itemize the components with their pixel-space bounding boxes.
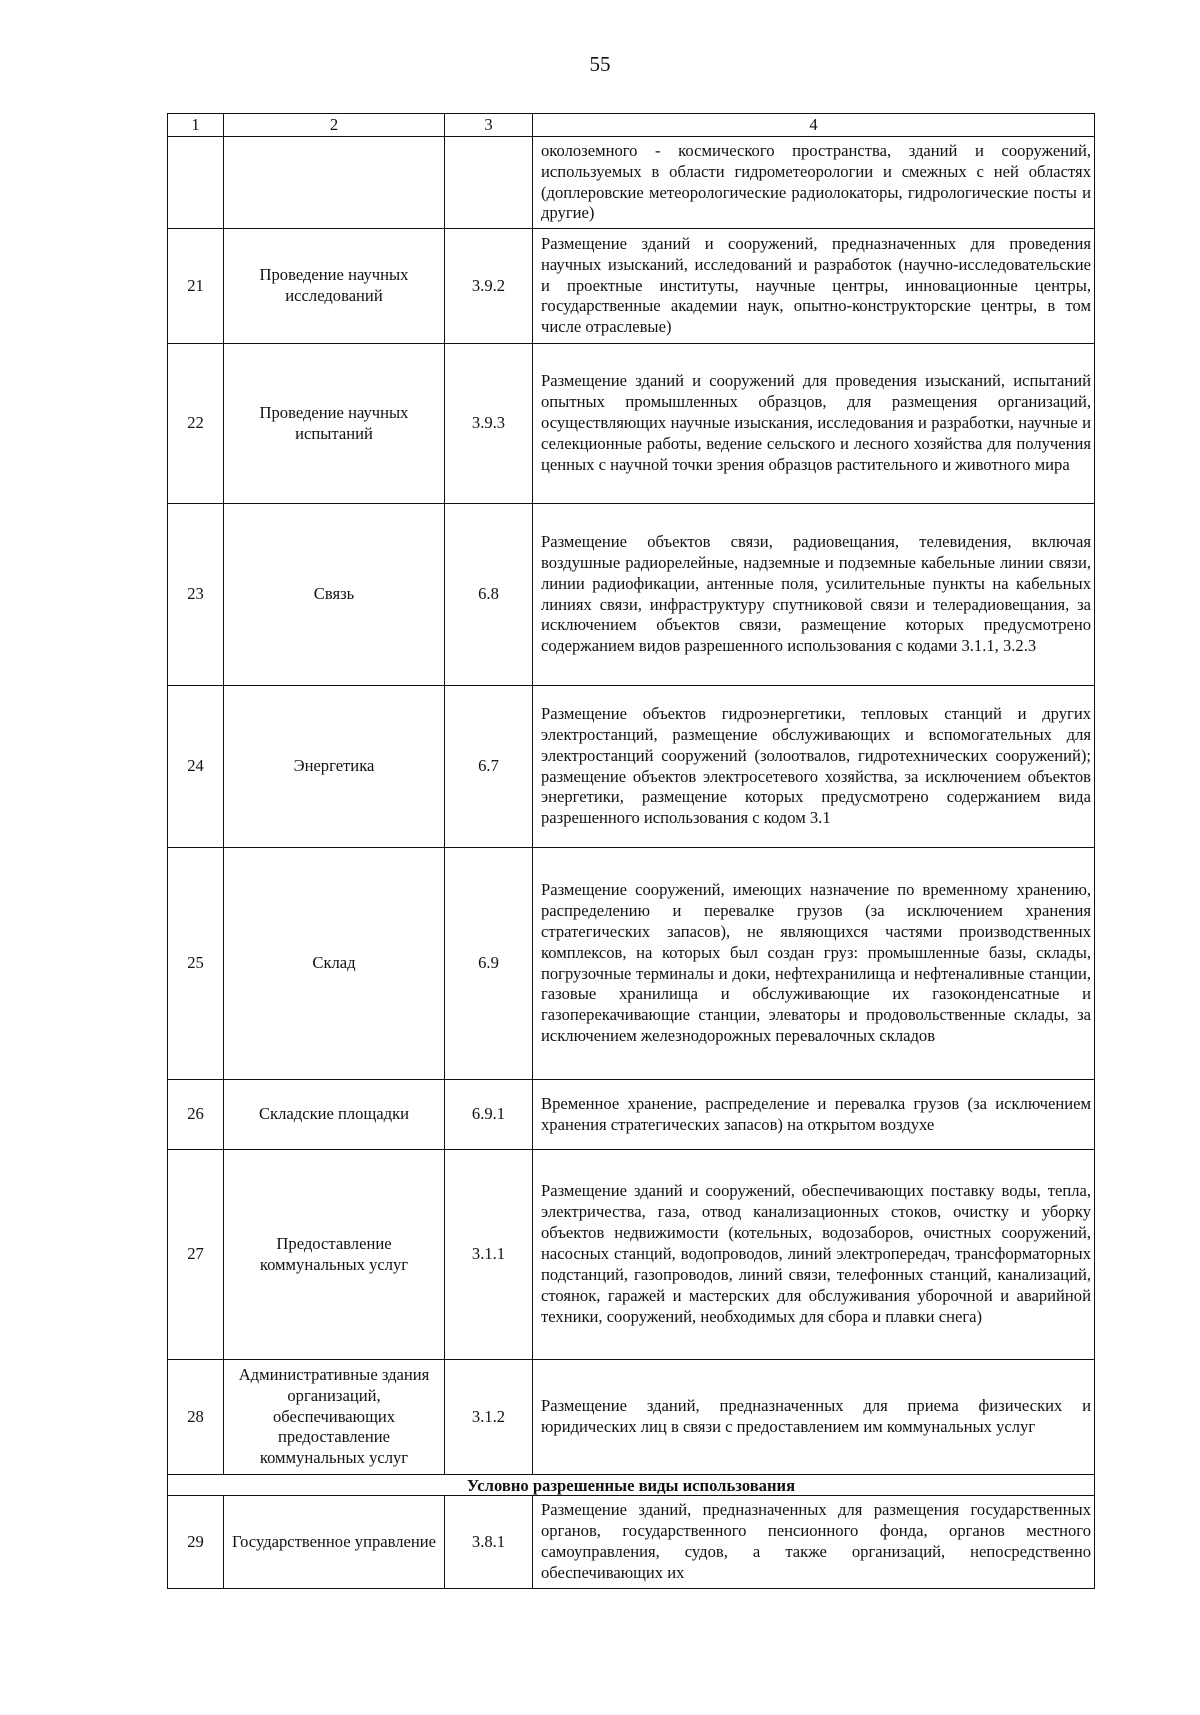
use-type-description: [533, 686, 1095, 848]
table-row: [168, 137, 1095, 229]
row-number: 27: [168, 1150, 224, 1360]
use-type-name: [224, 137, 445, 229]
use-type-name: Связь: [224, 504, 445, 686]
table-row: [168, 229, 1095, 344]
row-number: 26: [168, 1080, 224, 1150]
use-type-code: 6.8: [445, 504, 533, 686]
row-number: 21: [168, 229, 224, 344]
use-type-name: Энергетика: [224, 686, 445, 848]
use-type-description: [533, 1360, 1095, 1475]
column-header-4: 4: [533, 114, 1095, 137]
row-number: 25: [168, 848, 224, 1080]
use-type-name: Предоставление коммунальных услуг: [224, 1150, 445, 1360]
use-type-description: [533, 229, 1095, 344]
use-type-description: [533, 344, 1095, 504]
use-type-name: Проведение научных испытаний: [224, 344, 445, 504]
table-row: [168, 1360, 1095, 1475]
use-type-name: Склад: [224, 848, 445, 1080]
use-type-description: [533, 504, 1095, 686]
description-text: Размещение зданий, предназначенных для размещения государственных органов, государственного пенсионного фонда, органов местного самоуправления, судов, а также организаций, непосредственно обеспечивающих их: [541, 1500, 1091, 1582]
use-type-name: Административные здания организаций, обеспечивающих предоставление коммунальных услуг: [224, 1360, 445, 1475]
table-row: [168, 848, 1095, 1080]
description-text: околоземного - космического пространства, зданий и сооружений, используемых в области гидрометеорологии и смежных с ней областях (доплеровские метеорологические радиолокаторы, гидрологические посты и другие): [541, 140, 1091, 223]
header-row: [168, 114, 1095, 137]
use-type-code: 3.9.3: [445, 344, 533, 504]
use-type-code: [445, 137, 533, 229]
section-row: [168, 1475, 1095, 1496]
description-text: Размещение зданий и сооружений, предназначенных для проведения научных изысканий, исследований и разработок (научно-исследовательские и проектные институты, научные центры, инновационные центры, государственные академии наук, опытно-конструкторские центры, в том числе отраслевые): [541, 233, 1091, 337]
description-text: Размещение объектов гидроэнергетики, тепловых станций и других электростанций, размещение обслуживающих и вспомогательных для электростанций сооружений (золоотвалов, гидротехнических сооружений); размещение объектов электросетевого хозяйства, за исключением объектов энергетики, размещение которых предусмотрено содержанием вида разрешенного использования с кодом 3.1: [541, 703, 1091, 828]
section-heading: Условно разрешенные виды использования: [466, 1475, 796, 1495]
use-type-code: 6.7: [445, 686, 533, 848]
row-number: 23: [168, 504, 224, 686]
table-row: [168, 1080, 1095, 1150]
use-type-name: Государственное управление: [224, 1496, 445, 1589]
row-number: 29: [168, 1496, 224, 1589]
table-row: [168, 686, 1095, 848]
description-text: Размещение зданий и сооружений, обеспечивающих поставку воды, тепла, электричества, газа, отвод канализационных стоков, очистку и уборку объектов недвижимости (котельных, водозаборов, очистных сооружений, насосных станций, водопроводов, линий электропередач, трансформаторных подстанций, газопроводов, линий связи, телефонных станций, канализаций, стоянок, гаражей и мастерских для обслуживания уборочной и аварийной техники, сооружений, необходимых для сбора и плавки снега): [541, 1181, 1091, 1326]
row-number: 24: [168, 686, 224, 848]
row-number: 22: [168, 344, 224, 504]
description-text: Размещение зданий, предназначенных для приема физических и юридических лиц в связи с предоставлением им коммунальных услуг: [541, 1396, 1091, 1436]
use-type-code: 3.1.2: [445, 1360, 533, 1475]
column-header-1: 1: [168, 114, 224, 137]
land-use-table: [167, 113, 1095, 1589]
use-type-code: 3.8.1: [445, 1496, 533, 1589]
use-type-name: Складские площадки: [224, 1080, 445, 1150]
table-row: [168, 1150, 1095, 1360]
section-heading-cell: [168, 1475, 1095, 1496]
page-number: 55: [589, 52, 611, 76]
use-type-code: 6.9: [445, 848, 533, 1080]
column-header-2: 2: [224, 114, 445, 137]
use-type-description: [533, 1496, 1095, 1589]
table-row: [168, 504, 1095, 686]
description-text: Размещение объектов связи, радиовещания, телевидения, включая воздушные радиорелейные, надземные и подземные кабельные линии связи, линии радиофикации, антенные поля, усилительные пункты на кабельных линиях связи, инфраструктуру спутниковой связи и телерадиовещания, за исключением объектов связи, размещение которых предусмотрено содержанием видов разрешенного использования с кодами 3.1.1, 3.2.3: [541, 531, 1091, 656]
use-type-description: [533, 137, 1095, 229]
description-text: Временное хранение, распределение и перевалка грузов (за исключением хранения стратегических запасов) на открытом воздухе: [541, 1093, 1091, 1134]
table-row: [168, 344, 1095, 504]
description-text: Размещение сооружений, имеющих назначение по временному хранению, распределению и перевалке грузов (за исключением хранения стратегических запасов), не являющихся частями производственных комплексов, на которых был создан груз: промышленные базы, склады, погрузочные терминалы и доки, нефтехранилища и нефтеналивные станции, газовые хранилища и обслуживающие их газоконденсатные и газоперекачивающие станции, элеваторы и продовольственные склады, за исключением железнодорожных перевалочных складов: [541, 879, 1091, 1046]
use-type-description: [533, 1150, 1095, 1360]
row-number: 28: [168, 1360, 224, 1475]
use-type-name: Проведение научных исследований: [224, 229, 445, 344]
row-number: [168, 137, 224, 229]
use-type-code: 6.9.1: [445, 1080, 533, 1150]
table-row: [168, 1496, 1095, 1589]
use-type-description: [533, 848, 1095, 1080]
use-type-code: 3.9.2: [445, 229, 533, 344]
column-header-3: 3: [445, 114, 533, 137]
use-type-code: 3.1.1: [445, 1150, 533, 1360]
use-type-description: [533, 1080, 1095, 1150]
description-text: Размещение зданий и сооружений для проведения изысканий, испытаний опытных промышленных образцов, для размещения организаций, осуществляющих научные изыскания, исследования и разработки, научные и селекционные работы, ведение сельского и лесного хозяйства для получения ценных с научной точки зрения образцов растительного и животного мира: [541, 371, 1091, 474]
